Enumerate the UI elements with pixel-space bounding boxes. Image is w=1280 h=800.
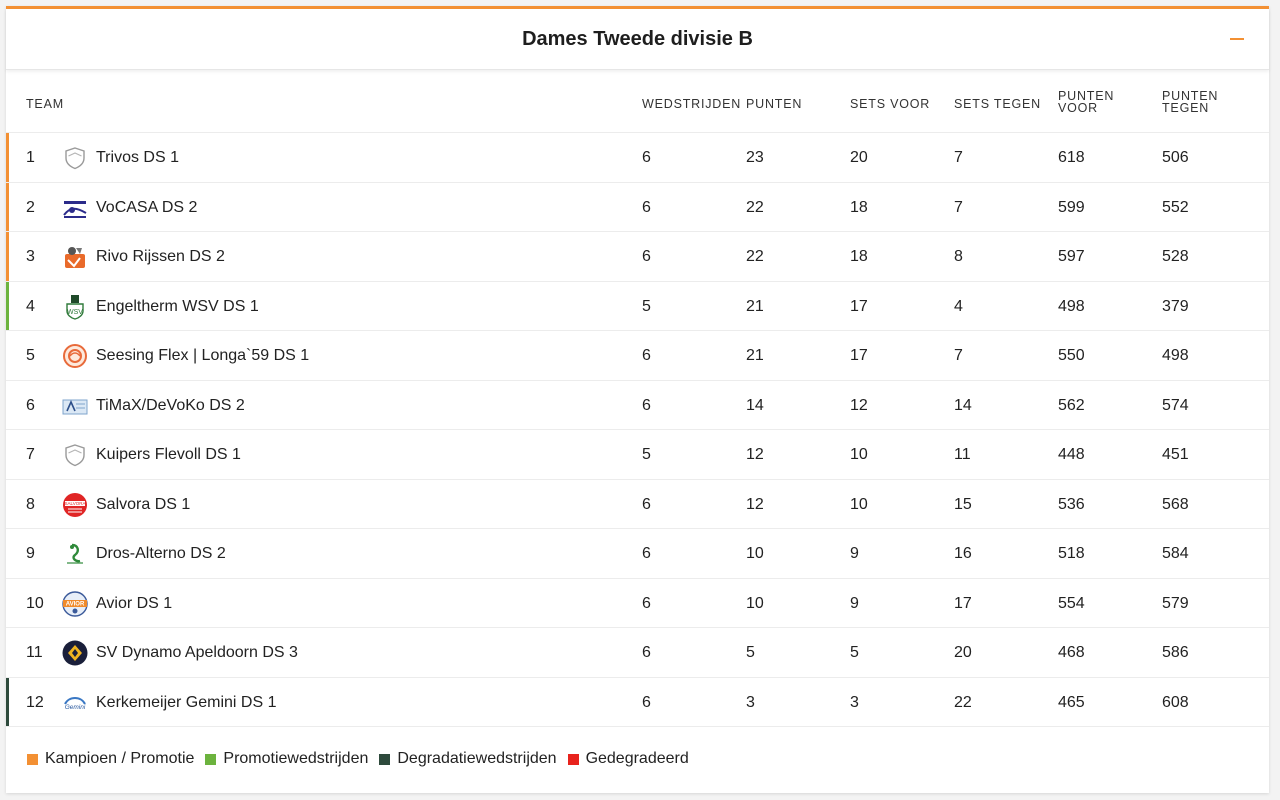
legend-swatch: [27, 754, 38, 765]
team-name-link[interactable]: Engeltherm WSV DS 1: [96, 297, 259, 315]
rank-cell: 9: [26, 545, 35, 562]
team-name-link[interactable]: Salvora DS 1: [96, 495, 191, 513]
table-row[interactable]: [6, 430, 1269, 480]
rank-cell: 11: [26, 644, 43, 661]
sets-against-cell: 16: [954, 545, 972, 562]
points-for-cell: 468: [1058, 644, 1085, 661]
table-row[interactable]: [6, 480, 1269, 530]
matches-cell: 6: [642, 545, 651, 562]
rank-cell: 10: [26, 594, 44, 612]
points-against-cell: 552: [1162, 198, 1189, 216]
vocasa-logo-icon: [62, 195, 88, 221]
points-cell: 10: [746, 545, 764, 562]
points-for-cell: 562: [1058, 396, 1085, 414]
sets-against-cell: 22: [954, 693, 972, 711]
points-for-cell: 465: [1058, 693, 1085, 711]
sets-against-cell: 20: [954, 644, 972, 661]
matches-cell: 6: [642, 644, 651, 661]
points-for-cell: 618: [1058, 149, 1085, 166]
sets-for-cell: 17: [850, 347, 868, 364]
sets-against-cell: 17: [954, 594, 972, 612]
svg-text:Gemini: Gemini: [64, 703, 86, 711]
col-points-for-line1: PUNTEN: [1058, 89, 1115, 103]
matches-cell: 6: [642, 198, 651, 216]
card-header: [6, 9, 1269, 70]
points-for-cell: 550: [1058, 347, 1085, 364]
legend-label: Promotiewedstrijden: [223, 750, 369, 767]
svg-text:SALVORA: SALVORA: [64, 500, 86, 506]
team-name-link[interactable]: SV Dynamo Apeldoorn DS 3: [96, 644, 298, 661]
longa-logo-icon: [62, 343, 88, 369]
team-name-link[interactable]: Kerkemeijer Gemini DS 1: [96, 693, 277, 711]
points-against-cell: 574: [1162, 396, 1189, 414]
sets-for-cell: 10: [850, 495, 868, 513]
salvora-logo-icon: [62, 492, 88, 518]
matches-cell: 6: [642, 396, 651, 414]
points-against-cell: 579: [1162, 594, 1189, 612]
devoko-logo-icon: [62, 393, 88, 419]
table-row[interactable]: [6, 628, 1269, 678]
points-against-cell: 568: [1162, 495, 1189, 513]
points-against-cell: 451: [1162, 446, 1189, 463]
col-matches[interactable]: WEDSTRIJDEN: [642, 97, 742, 111]
points-against-cell: 498: [1162, 347, 1189, 364]
rank-cell: 5: [26, 347, 35, 364]
col-sets-against[interactable]: SETS TEGEN: [954, 97, 1041, 111]
status-bar: [6, 678, 9, 727]
table-row[interactable]: [6, 183, 1269, 233]
table-row[interactable]: [6, 529, 1269, 579]
col-points-against[interactable]: [1162, 90, 1242, 114]
col-sets-for[interactable]: SETS VOOR: [850, 97, 931, 111]
rivo-logo-icon: [62, 244, 88, 270]
standings-card: [6, 6, 1269, 793]
status-bar: [6, 282, 9, 331]
points-for-cell: 554: [1058, 594, 1085, 612]
col-points[interactable]: PUNTEN: [746, 97, 803, 111]
team-name-link[interactable]: Kuipers Flevoll DS 1: [96, 446, 241, 463]
points-against-cell: 586: [1162, 644, 1189, 661]
legend-item: [27, 750, 194, 768]
collapse-icon[interactable]: [1227, 29, 1247, 49]
legend-swatch: [568, 754, 579, 765]
team-name-link[interactable]: Avior DS 1: [96, 594, 173, 612]
matches-cell: 6: [642, 347, 651, 364]
sets-for-cell: 5: [850, 644, 859, 661]
sets-for-cell: 18: [850, 198, 868, 216]
dros-logo-icon: [62, 541, 88, 567]
sets-against-cell: 7: [954, 198, 963, 216]
rank-cell: 2: [26, 198, 35, 216]
legend-label: Kampioen / Promotie: [45, 750, 195, 767]
status-bar: [6, 183, 9, 232]
table-row[interactable]: [6, 133, 1269, 183]
sets-against-cell: 7: [954, 149, 963, 166]
rank-cell: 1: [26, 149, 35, 166]
matches-cell: 6: [642, 149, 651, 166]
legend: [27, 750, 700, 768]
avior-logo-icon: [62, 591, 88, 617]
sets-for-cell: 10: [850, 446, 868, 463]
matches-cell: 5: [642, 446, 651, 463]
points-for-cell: 536: [1058, 495, 1085, 513]
table-row[interactable]: [6, 331, 1269, 381]
points-cell: 12: [746, 446, 764, 463]
sets-against-cell: 7: [954, 347, 963, 364]
points-for-cell: 448: [1058, 446, 1085, 463]
points-cell: 10: [746, 594, 764, 612]
points-against-cell: 528: [1162, 248, 1189, 265]
col-points-for[interactable]: [1058, 90, 1138, 114]
legend-item: [205, 750, 368, 768]
team-name-link[interactable]: Dros-Alterno DS 2: [96, 545, 226, 562]
rank-cell: 8: [26, 495, 35, 513]
matches-cell: 6: [642, 693, 651, 711]
rank-cell: 12: [26, 693, 44, 711]
col-team[interactable]: TEAM: [26, 97, 64, 111]
team-name-link[interactable]: VoCASA DS 2: [96, 198, 198, 216]
svg-text:WSV: WSV: [67, 308, 83, 316]
points-against-cell: 506: [1162, 149, 1189, 166]
points-cell: 21: [746, 347, 764, 364]
shield-placeholder-icon: [62, 145, 88, 171]
points-cell: 12: [746, 495, 764, 513]
points-cell: 14: [746, 396, 764, 414]
sets-against-cell: 8: [954, 248, 963, 265]
points-for-cell: 518: [1058, 545, 1085, 562]
points-for-cell: 597: [1058, 248, 1085, 265]
col-points-against-line2: TEGEN: [1162, 101, 1210, 115]
points-against-cell: 379: [1162, 297, 1189, 315]
sets-for-cell: 20: [850, 149, 868, 166]
col-points-against-line1: PUNTEN: [1162, 89, 1219, 103]
table-row[interactable]: [6, 579, 1269, 629]
sets-against-cell: 11: [954, 446, 971, 463]
table-row[interactable]: [6, 232, 1269, 282]
sets-against-cell: 4: [954, 297, 963, 315]
dynamo-logo-icon: [62, 640, 88, 666]
points-cell: 5: [746, 644, 755, 661]
points-cell: 3: [746, 693, 755, 711]
legend-item: [379, 750, 556, 768]
points-cell: 23: [746, 149, 764, 166]
col-points-for-line2: VOOR: [1058, 101, 1099, 115]
svg-text:AVIOR: AVIOR: [65, 601, 85, 607]
sets-for-cell: 17: [850, 297, 868, 315]
sets-for-cell: 9: [850, 545, 859, 562]
shield-placeholder-icon: [62, 442, 88, 468]
status-bar: [6, 232, 9, 281]
matches-cell: 6: [642, 248, 651, 265]
table-row[interactable]: [6, 381, 1269, 431]
sets-for-cell: 18: [850, 248, 868, 265]
wsv-logo-icon: [62, 294, 88, 320]
legend-swatch: [205, 754, 216, 765]
sets-for-cell: 3: [850, 693, 859, 711]
sets-for-cell: 9: [850, 594, 859, 612]
legend-label: Gedegradeerd: [585, 750, 689, 767]
matches-cell: 6: [642, 594, 651, 612]
sets-against-cell: 14: [954, 396, 972, 414]
table-row[interactable]: [6, 678, 1269, 728]
points-against-cell: 608: [1162, 693, 1189, 711]
team-name-link[interactable]: Seesing Flex | Longa`59 DS 1: [96, 347, 310, 364]
rank-cell: 4: [26, 297, 35, 315]
table-row[interactable]: [6, 282, 1269, 332]
table-header: [6, 70, 1269, 133]
status-bar: [6, 133, 9, 182]
page-title: Dames Tweede divisie B: [522, 28, 753, 50]
team-name-link[interactable]: TiMaX/DeVoKo DS 2: [96, 396, 245, 414]
legend-swatch: [379, 754, 390, 765]
points-cell: 21: [746, 297, 764, 315]
points-for-cell: 498: [1058, 297, 1085, 315]
legend-label: Degradatiewedstrijden: [397, 750, 557, 767]
sets-against-cell: 15: [954, 495, 972, 513]
legend-item: [568, 750, 689, 768]
points-against-cell: 584: [1162, 545, 1189, 562]
matches-cell: 6: [642, 495, 651, 513]
table-body: [6, 133, 1269, 727]
team-name-link[interactable]: Trivos DS 1: [96, 149, 179, 166]
points-for-cell: 599: [1058, 198, 1085, 216]
rank-cell: 3: [26, 248, 35, 265]
rank-cell: 7: [26, 446, 35, 463]
matches-cell: 5: [642, 297, 651, 315]
sets-for-cell: 12: [850, 396, 868, 414]
points-cell: 22: [746, 198, 764, 216]
gemini-logo-icon: [62, 690, 88, 716]
points-cell: 22: [746, 248, 764, 265]
rank-cell: 6: [26, 396, 35, 414]
team-name-link[interactable]: Rivo Rijssen DS 2: [96, 248, 225, 265]
